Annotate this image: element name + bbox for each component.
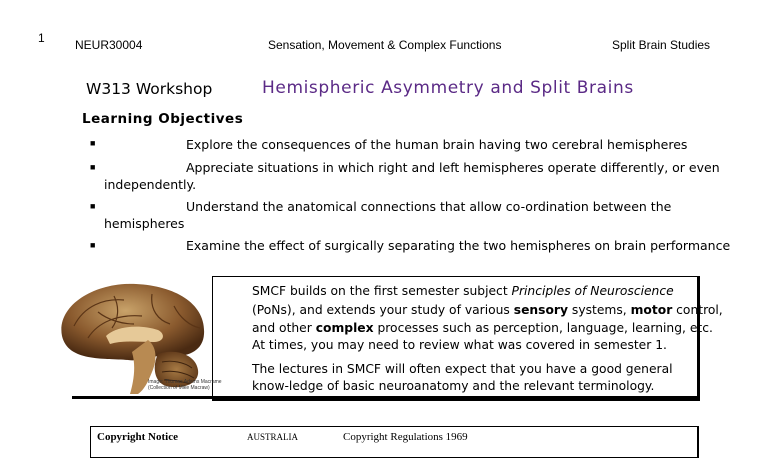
page-title: Hemispheric Asymmetry and Split Brains [262,78,634,98]
copyright-regulation: Copyright Regulations 1969 [343,431,468,443]
objective-item: Appreciate situations in which right and left hemispheres operate differently, or even [186,160,720,175]
workshop-label: W313 Workshop [86,80,213,98]
course-name: Sensation, Movement & Complex Functions [268,38,502,52]
intro-line-2: (PoNs), and extends your study of various sensory systems, motor control, [252,303,723,317]
intro-line-4: At times, you may need to review what was covered in semester 1. [252,338,667,352]
copyright-notice [90,426,699,458]
bullet-icon: ■ [90,138,96,148]
page-number: 1 [38,31,45,45]
copyright-label: Copyright Notice [97,431,178,443]
objective-item-continued: hemispheres [104,216,185,231]
intro-line-1: SMCF builds on the first semester subject Principles of Neuroscience [252,284,674,298]
intro-line-3: and other complex processes such as perception, language, learning, etc. [252,321,713,335]
intro-box-underline [72,396,699,399]
objective-item: Examine the effect of surgically separating the two hemispheres on brain performance [186,238,731,253]
course-code: NEUR30004 [75,38,143,52]
brain-sagittal-image [54,276,214,396]
topic-label: Split Brain Studies [612,38,711,52]
intro-line-5: The lectures in SMCF will often expect that you have a good general [252,362,673,376]
objective-item: Understand the anatomical connections that allow co-ordination between the [186,199,672,214]
copyright-country: AUSTRALIA [247,432,298,442]
objectives-heading: Learning Objectives [82,111,244,127]
bullet-icon: ■ [90,162,96,172]
bullet-icon: ■ [90,240,96,250]
objective-item-continued: independently. [104,177,197,192]
intro-line-6: know-ledge of basic neuroanatomy and the relevant terminology. [252,379,655,393]
bullet-icon: ■ [90,201,96,211]
objective-item: Explore the consequences of the human brain having two cerebral hemispheres [186,137,688,152]
image-credit: Image: Thomas Adams Macrame (Collection of Mike Macraw) [148,379,222,391]
